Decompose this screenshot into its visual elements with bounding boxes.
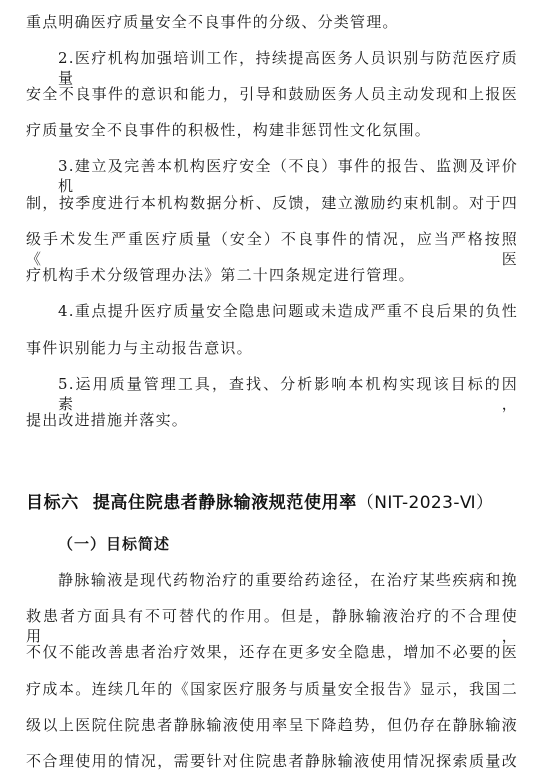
text-line: 疗质量安全不良事件的积极性，构建非惩罚性文化氛围。 [26, 121, 432, 139]
goal-label: 目标六 [26, 493, 79, 513]
text-line: 疗成本。连续几年的《国家医疗服务与质量安全报告》显示，我国二 [26, 680, 518, 698]
text-line: 安全不良事件的意识和能力，引导和鼓励医务人员主动发现和上报医 [26, 85, 518, 103]
text-line: 级手术发生严重医疗质量（安全）不良事件的情况，应当严格按照《医 [26, 230, 518, 268]
goal-code: （NIT-2023-Ⅵ） [356, 493, 494, 513]
text-line: 提出改进措施并落实。 [26, 411, 189, 429]
text-line: 疗机构手术分级管理办法》第二十四条规定进行管理。 [26, 266, 415, 284]
text-line: 3.建立及完善本机构医疗安全（不良）事件的报告、监测及评价机 [58, 157, 518, 195]
text-line: 静脉输液是现代药物治疗的重要给药途径，在治疗某些疾病和挽 [58, 571, 518, 589]
goal-title: 提高住院患者静脉输液规范使用率 [92, 493, 357, 513]
text-line: 不合理使用的情况，需要针对住院患者静脉输液使用情况探索质量改 [26, 752, 518, 770]
subsection-title: （一）目标简述 [58, 535, 171, 553]
text-line: 不仅不能改善患者治疗效果，还存在更多安全隐患，增加不必要的医 [26, 643, 518, 661]
text-line: 事件识别能力与主动报告意识。 [26, 339, 253, 357]
text-line: 重点明确医疗质量安全不良事件的分级、分类管理。 [26, 13, 399, 31]
text-line: 4.重点提升医疗质量安全隐患问题或未造成严重不良后果的负性 [58, 302, 518, 320]
text-line: 救患者方面具有不可替代的作用。但是，静脉输液治疗的不合理使用， [26, 607, 518, 645]
text-line: 2.医疗机构加强培训工作，持续提高医务人员识别与防范医疗质量 [58, 49, 518, 87]
text-line: 级以上医院住院患者静脉输液使用率呈下降趋势，但仍存在静脉输液 [26, 716, 518, 734]
text-line: 5.运用质量管理工具，查找、分析影响本机构实现该目标的因素， [58, 375, 518, 413]
text-line: 制，按季度进行本机构数据分析、反馈，建立激励约束机制。对于四 [26, 194, 518, 212]
goal-heading [26, 492, 493, 514]
